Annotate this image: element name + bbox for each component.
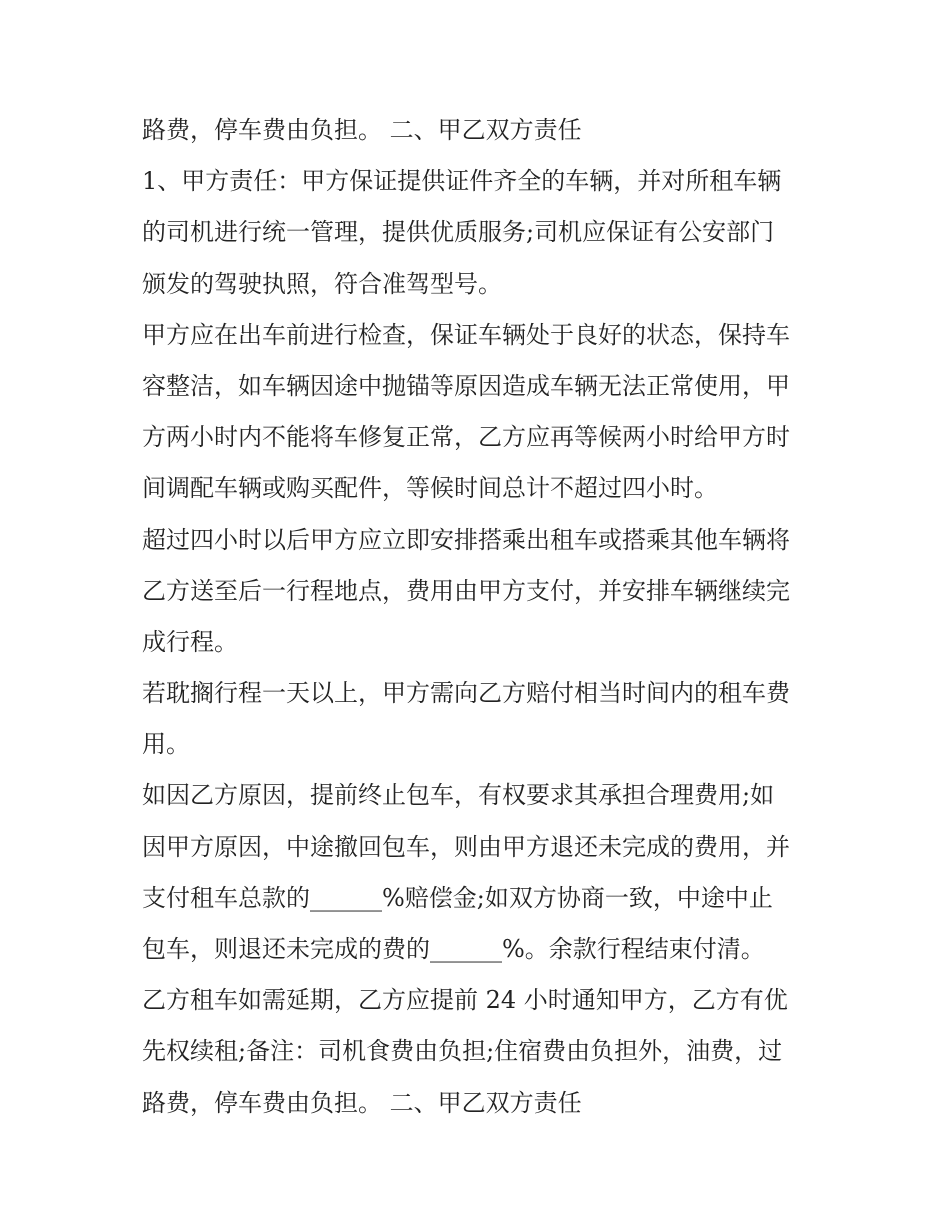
text-line: 先权续租;备注：司机食费由负担;住宿费由负担外，油费，过 — [142, 1037, 783, 1066]
text-line: 因甲方原因，中途撤回包车，则由甲方退还未完成的费用，并 — [142, 832, 790, 861]
text-line: 间调配车辆或购买配件，等候时间总计不超过四小时。 — [142, 474, 718, 503]
text-line: 路费，停车费由负担。 二、甲乙双方责任 — [142, 116, 582, 144]
text-line: 1、甲方责任：甲方保证提供证件齐全的车辆，并对所租车辆 — [142, 167, 782, 196]
text-line: 支付租车总款的______%赔偿金;如双方协商一致，中途中止 — [142, 883, 773, 912]
text-line: 乙方租车如需延期，乙方应提前 24 小时通知甲方，乙方有优 — [142, 986, 788, 1015]
text-line: 乙方送至后一行程地点，费用由甲方支付，并安排车辆继续完 — [142, 576, 790, 605]
text-line: 甲方应在出车前进行检查，保证车辆处于良好的状态，保持车 — [142, 320, 790, 349]
text-line: 用。 — [142, 730, 190, 759]
text-line: 的司机进行统一管理，提供优质服务;司机应保证有公安部门 — [142, 218, 775, 247]
text-line: 如因乙方原因，提前终止包车，有权要求其承担合理费用;如 — [142, 781, 775, 810]
text-line: 颁发的驾驶执照，符合准驾型号。 — [142, 269, 502, 298]
text-line: 包车，则退还未完成的费的______%。余款行程结束付清。 — [142, 935, 765, 963]
text-line: 路费，停车费由负担。 二、甲乙双方责任 — [142, 1088, 582, 1117]
text-line: 容整洁，如车辆因途中抛锚等原因造成车辆无法正常使用，甲 — [142, 371, 790, 400]
text-line: 若耽搁行程一天以上，甲方需向乙方赔付相当时间内的租车费 — [142, 679, 790, 708]
document-body — [142, 105, 822, 1129]
text-line: 方两小时内不能将车修复正常，乙方应再等候两小时给甲方时 — [142, 423, 790, 452]
text-line: 成行程。 — [142, 627, 238, 656]
text-line: 超过四小时以后甲方应立即安排搭乘出租车或搭乘其他车辆将 — [142, 525, 790, 554]
